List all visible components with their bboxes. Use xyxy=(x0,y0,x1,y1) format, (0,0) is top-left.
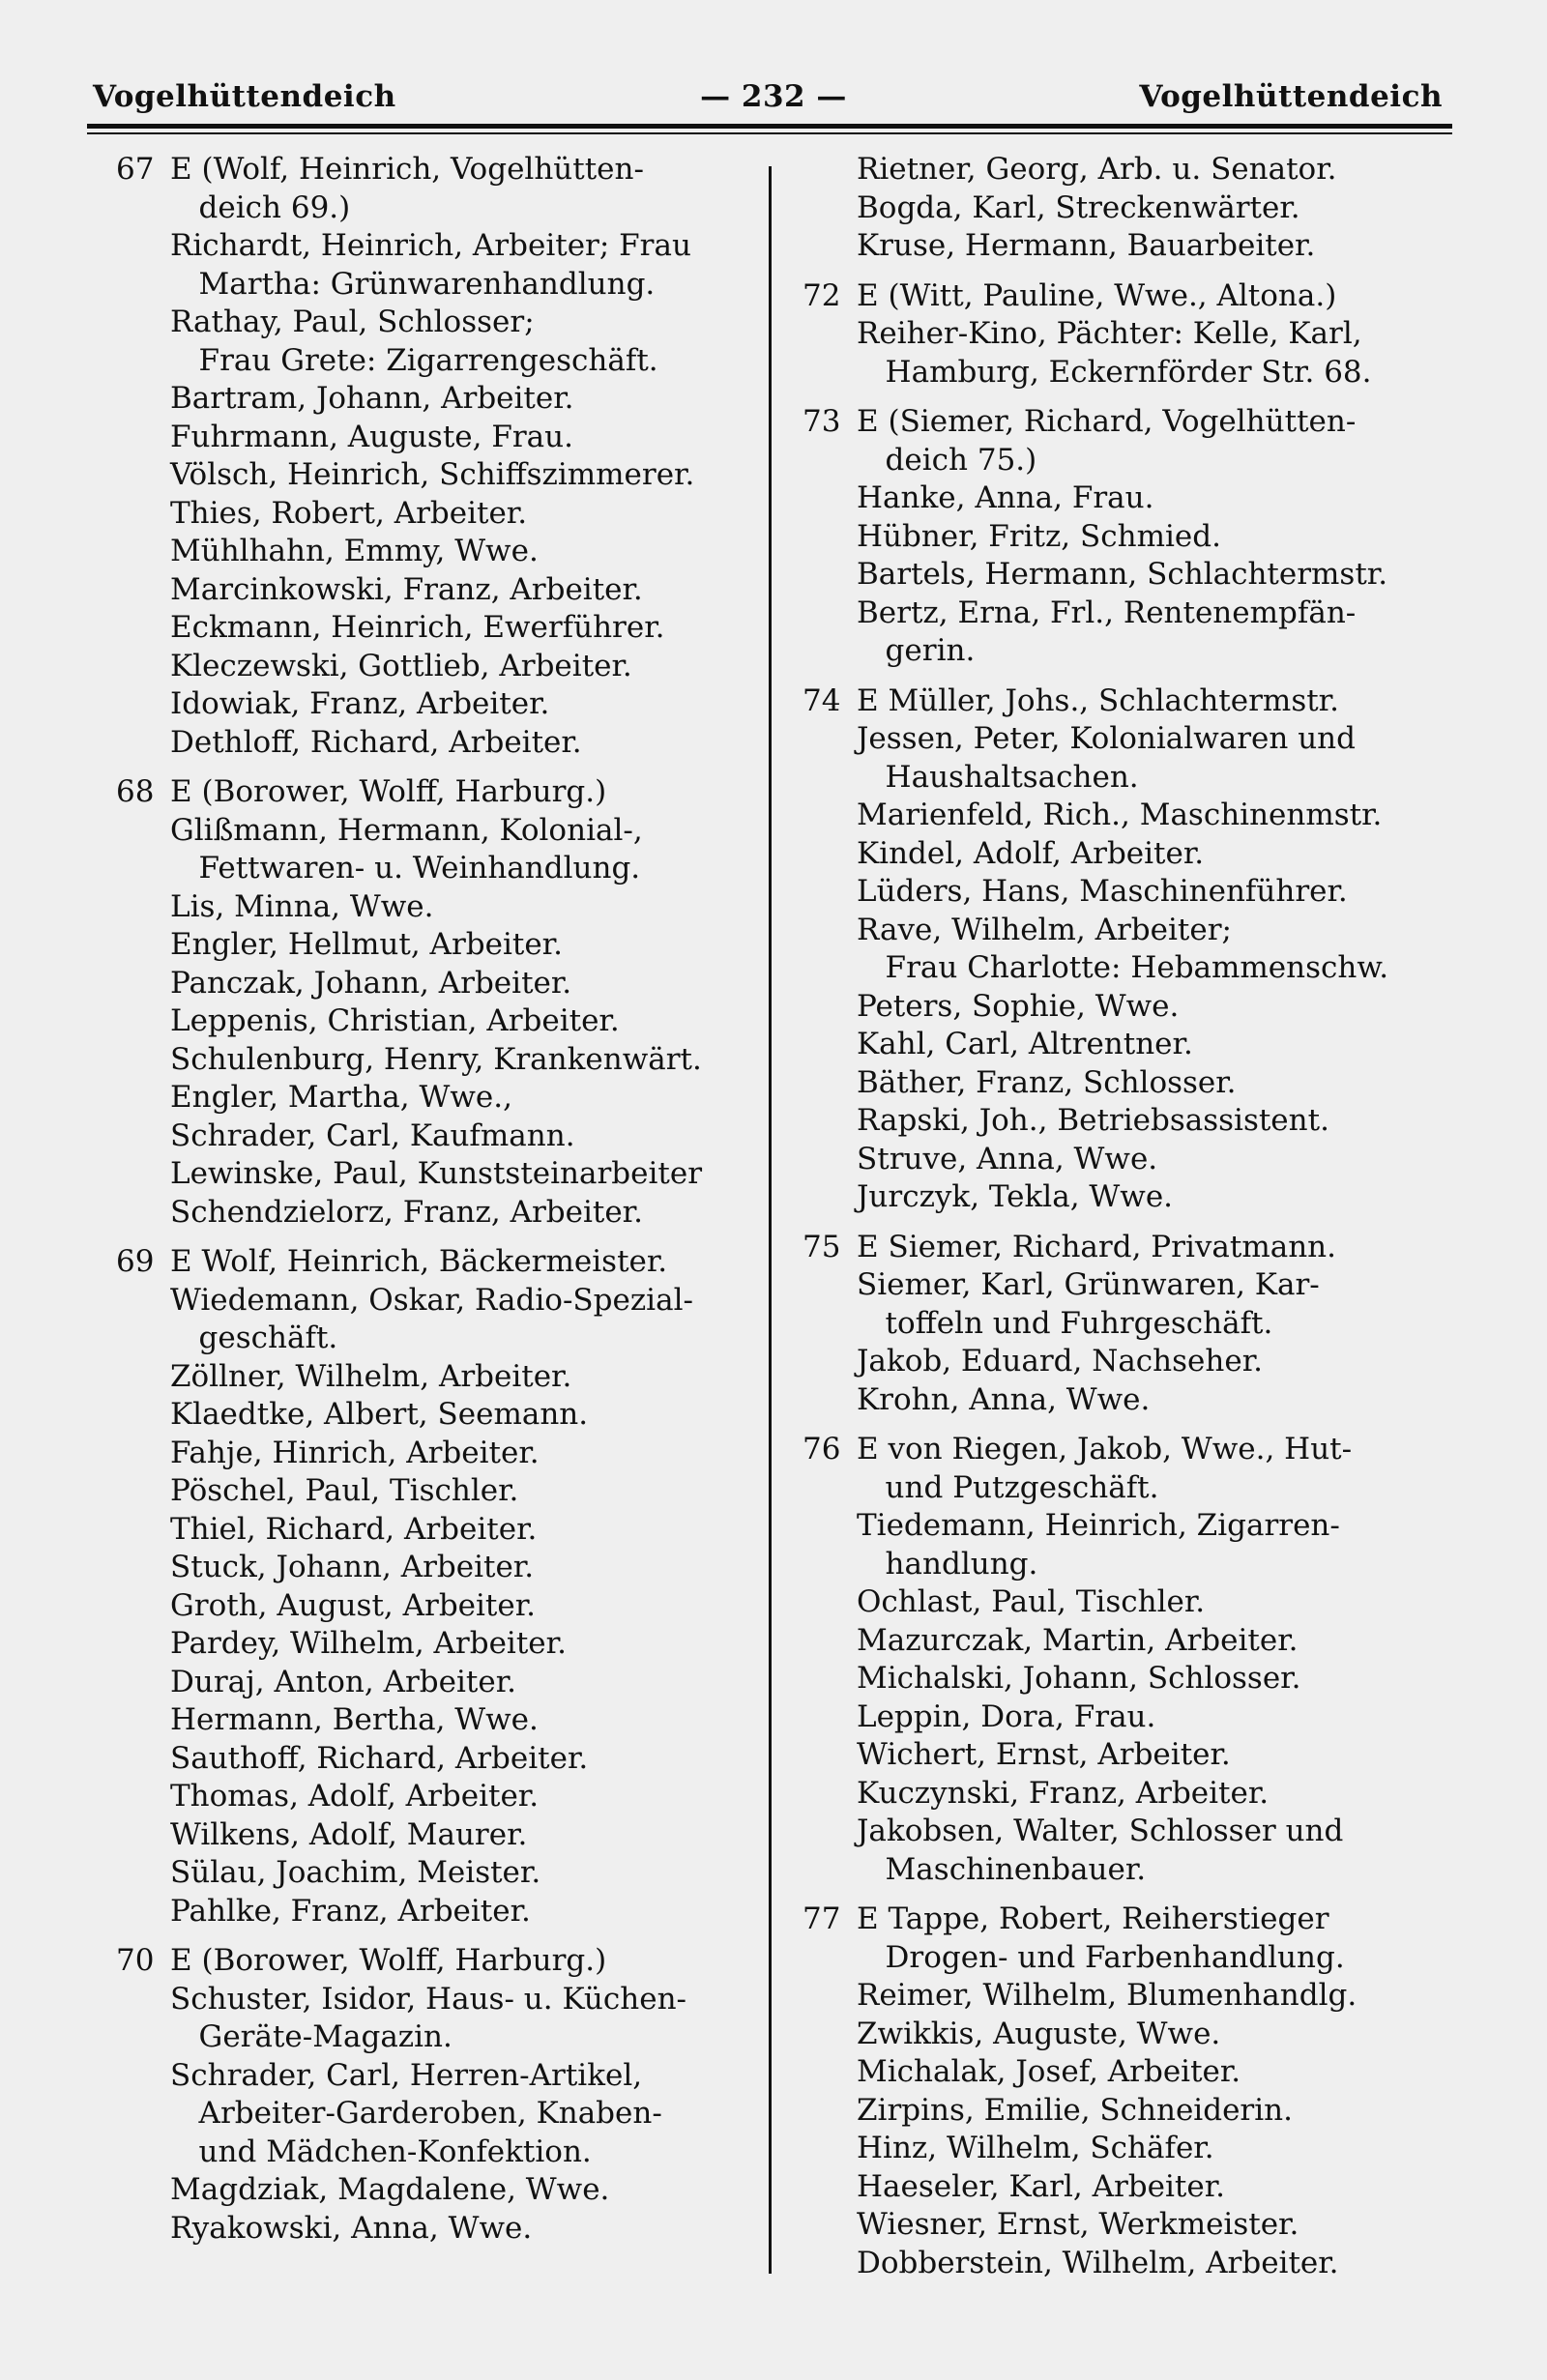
entry-text: Fuhrmann, Auguste, Frau. xyxy=(170,419,573,454)
entry-text: Richardt, Heinrich, Arbeiter; Frau xyxy=(170,228,691,263)
entry-line xyxy=(116,926,759,965)
entry-line xyxy=(116,685,759,724)
house-entry xyxy=(803,151,1470,266)
entry-line xyxy=(803,873,1470,912)
entry-line xyxy=(803,1026,1470,1064)
entry-text: Bäther, Franz, Schlosser. xyxy=(857,1064,1237,1100)
entry-line xyxy=(803,479,1470,518)
entry-text: Lewinske, Paul, Kunststeinarbeiter xyxy=(170,1156,703,1191)
entry-text: Wiesner, Ernst, Werkmeister. xyxy=(857,2207,1299,2242)
entry-text: Wilkens, Adolf, Maurer. xyxy=(170,1816,528,1852)
entry-line xyxy=(116,495,759,534)
entry-text: Hübner, Fritz, Schmied. xyxy=(857,518,1221,554)
entry-text: Krohn, Anna, Wwe. xyxy=(857,1381,1151,1417)
entry-text: Kruse, Hermann, Bauarbeiter. xyxy=(857,228,1316,263)
entry-text: Panczak, Johann, Arbeiter. xyxy=(170,965,572,1001)
entry-line xyxy=(803,1775,1470,1814)
entry-text: Maschinenbauer. xyxy=(857,1851,1147,1887)
entry-line xyxy=(803,1546,1470,1584)
entry-line xyxy=(803,1736,1470,1775)
entry-text: Schrader, Carl, Herren-Artikel, xyxy=(170,2057,643,2093)
house-number: 77 xyxy=(803,1901,841,1936)
entry-line xyxy=(116,533,759,571)
entry-line xyxy=(803,2130,1470,2168)
page-number: — 232 — xyxy=(700,79,847,114)
entry-text: E Wolf, Heinrich, Bäckermeister. xyxy=(170,1244,668,1279)
entry-text: E (Borower, Wolff, Harburg.) xyxy=(170,1943,607,1978)
entry-text: Jessen, Peter, Kolonialwaren und xyxy=(857,721,1356,756)
entry-line xyxy=(803,1102,1470,1141)
entry-text: Rave, Wilhelm, Arbeiter; xyxy=(857,912,1232,947)
entry-line xyxy=(803,2206,1470,2245)
entry-text: Wiedemann, Oskar, Radio-Spezial- xyxy=(170,1282,693,1318)
entry-text: Wichert, Ernst, Arbeiter. xyxy=(857,1737,1231,1772)
entry-text: Jakobsen, Walter, Schlosser und xyxy=(857,1814,1344,1848)
entry-line xyxy=(116,1625,759,1664)
entry-line xyxy=(803,1660,1470,1698)
entry-line xyxy=(803,1305,1470,1344)
entry-text: Völsch, Heinrich, Schiffszimmerer. xyxy=(170,457,695,492)
entry-text: Zwikkis, Auguste, Wwe. xyxy=(857,2016,1221,2051)
entry-line xyxy=(116,1981,759,2019)
entry-text: Glißmann, Hermann, Kolonial-, xyxy=(170,812,643,848)
entry-text: Rietner, Georg, Arb. u. Senator. xyxy=(857,152,1337,187)
entry-line xyxy=(803,949,1470,988)
house-number: 72 xyxy=(803,277,841,313)
entry-line xyxy=(803,1939,1470,1978)
entry-line xyxy=(116,419,759,457)
entry-text: Thiel, Richard, Arbeiter. xyxy=(170,1511,538,1547)
entry-text: Mazurczak, Martin, Arbeiter. xyxy=(857,1622,1299,1658)
entry-text: deich 69.) xyxy=(170,189,351,225)
entry-text: Leppenis, Christian, Arbeiter. xyxy=(170,1003,620,1038)
entry-line xyxy=(803,1229,1470,1267)
entry-text: Hermann, Bertha, Wwe. xyxy=(170,1702,539,1737)
entry-line xyxy=(116,1778,759,1816)
entry-line xyxy=(803,1064,1470,1103)
entry-line xyxy=(803,2016,1470,2054)
entry-line xyxy=(116,1117,759,1156)
house-entry xyxy=(803,1901,1470,2282)
entry-line xyxy=(803,912,1470,950)
entry-line xyxy=(116,266,759,305)
entry-line xyxy=(803,1813,1470,1851)
house-number: 75 xyxy=(803,1229,841,1264)
entry-text: Fettwaren- u. Weinhandlung. xyxy=(170,851,641,885)
entry-text: Michalski, Johann, Schlosser. xyxy=(857,1661,1301,1696)
entry-line xyxy=(116,1472,759,1511)
entry-line xyxy=(116,1701,759,1740)
entry-line xyxy=(116,1002,759,1041)
house-number: 74 xyxy=(803,682,841,718)
entry-line xyxy=(803,1141,1470,1179)
entry-line xyxy=(116,1194,759,1233)
entry-text: und Putzgeschäft. xyxy=(857,1469,1159,1505)
entry-text: Kuczynski, Franz, Arbeiter. xyxy=(857,1775,1270,1811)
entry-text: Thies, Robert, Arbeiter. xyxy=(170,495,528,531)
header-rule-thick xyxy=(87,124,1452,129)
entry-line xyxy=(116,1664,759,1702)
house-entry xyxy=(116,151,759,762)
entry-text: und Mädchen-Konfektion. xyxy=(170,2133,592,2169)
entry-text: Schrader, Carl, Kaufmann. xyxy=(170,1117,575,1153)
entry-line xyxy=(116,1320,759,1358)
house-number: 73 xyxy=(803,404,841,439)
entry-text: handlung. xyxy=(857,1546,1038,1582)
entry-text: Magdziak, Magdalene, Wwe. xyxy=(170,2172,610,2207)
entry-text: toffeln und Fuhrgeschäft. xyxy=(857,1305,1273,1341)
entry-gap xyxy=(116,1232,759,1243)
entry-text: Ochlast, Paul, Tischler. xyxy=(857,1584,1206,1619)
entry-gap xyxy=(803,671,1470,682)
entry-line xyxy=(116,1041,759,1080)
entry-text: deich 75.) xyxy=(857,442,1037,478)
entry-text: Pahlke, Franz, Arbeiter. xyxy=(170,1893,531,1929)
entry-text: Engler, Martha, Wwe., xyxy=(170,1080,512,1115)
house-number: 76 xyxy=(803,1432,841,1466)
entry-text: Haushaltsachen. xyxy=(857,759,1139,795)
entry-text: Schendzielorz, Franz, Arbeiter. xyxy=(170,1194,643,1230)
entry-text: Eckmann, Heinrich, Ewerführer. xyxy=(170,610,665,645)
entry-line xyxy=(803,1343,1470,1381)
entry-line xyxy=(803,720,1470,759)
entry-line xyxy=(116,2210,759,2249)
entry-line xyxy=(116,648,759,686)
entry-line xyxy=(116,1549,759,1587)
entry-text: E Müller, Johs., Schlachtermstr. xyxy=(857,682,1339,718)
entry-line xyxy=(116,456,759,495)
entry-text: Pöschel, Paul, Tischler. xyxy=(170,1473,519,1508)
entry-text: Duraj, Anton, Arbeiter. xyxy=(170,1664,516,1699)
entry-text: gerin. xyxy=(857,633,976,668)
entry-text: Rapski, Joh., Betriebsassistent. xyxy=(857,1103,1329,1138)
entry-text: Idowiak, Franz, Arbeiter. xyxy=(170,686,550,721)
entry-line xyxy=(116,1243,759,1282)
entry-line xyxy=(803,189,1470,228)
entry-line xyxy=(803,1851,1470,1890)
entry-line xyxy=(803,518,1470,557)
entry-line xyxy=(116,965,759,1003)
left-column xyxy=(116,151,759,2248)
entry-text: Marienfeld, Rich., Maschinenmstr. xyxy=(857,798,1383,832)
entry-text: Bartram, Johann, Arbeiter. xyxy=(170,381,574,416)
house-entry xyxy=(803,1431,1470,1889)
entry-line xyxy=(116,724,759,763)
entry-line xyxy=(116,2171,759,2210)
entry-text: Dethloff, Richard, Arbeiter. xyxy=(170,724,582,760)
entry-line xyxy=(803,682,1470,721)
house-entry xyxy=(116,1942,759,2248)
entry-text: Schuster, Isidor, Haus- u. Küchen- xyxy=(170,1981,687,2017)
entry-line xyxy=(803,835,1470,874)
entry-line xyxy=(116,1816,759,1855)
entry-text: E Tappe, Robert, Reiherstieger xyxy=(857,1901,1329,1936)
entry-line xyxy=(116,1854,759,1893)
entry-text: Peters, Sophie, Wwe. xyxy=(857,988,1180,1024)
entry-text: geschäft. xyxy=(170,1321,338,1355)
entry-line xyxy=(116,1893,759,1931)
house-entry xyxy=(803,682,1470,1217)
entry-line xyxy=(803,595,1470,633)
entry-text: Jurczyk, Tekla, Wwe. xyxy=(857,1179,1174,1214)
house-entry xyxy=(803,403,1470,671)
entry-text: Siemer, Karl, Grünwaren, Kar- xyxy=(857,1267,1320,1302)
entry-line xyxy=(116,2133,759,2172)
house-entry xyxy=(803,1229,1470,1420)
entry-text: E (Witt, Pauline, Wwe., Altona.) xyxy=(857,277,1337,313)
column-divider xyxy=(769,166,772,2274)
entry-line xyxy=(116,1511,759,1550)
entry-line xyxy=(803,1431,1470,1469)
entry-line xyxy=(116,342,759,381)
entry-line xyxy=(803,1698,1470,1737)
entry-line xyxy=(116,1740,759,1779)
entry-line xyxy=(116,1435,759,1473)
entry-line xyxy=(803,1507,1470,1546)
entry-line xyxy=(116,2057,759,2096)
entry-line xyxy=(116,1079,759,1117)
entry-line xyxy=(803,1381,1470,1420)
entry-text: Kindel, Adolf, Arbeiter. xyxy=(857,835,1205,871)
entry-text: E (Siemer, Richard, Vogelhütten- xyxy=(857,404,1357,439)
entry-line xyxy=(803,1622,1470,1661)
entry-text: Hamburg, Eckernförder Str. 68. xyxy=(857,354,1372,390)
entry-line xyxy=(803,1977,1470,2016)
entry-text: E (Borower, Wolff, Harburg.) xyxy=(170,774,607,809)
entry-line xyxy=(116,773,759,812)
entry-line xyxy=(116,571,759,610)
entry-line xyxy=(803,1266,1470,1305)
entry-text: Rathay, Paul, Schlosser; xyxy=(170,305,535,339)
entry-line xyxy=(803,2168,1470,2207)
entry-text: Zöllner, Wilhelm, Arbeiter. xyxy=(170,1358,572,1394)
entry-text: Haeseler, Karl, Arbeiter. xyxy=(857,2168,1225,2204)
entry-line xyxy=(803,797,1470,835)
entry-gap xyxy=(803,392,1470,403)
entry-text: Tiedemann, Heinrich, Zigarren- xyxy=(857,1508,1340,1543)
entry-line xyxy=(116,227,759,266)
entry-gap xyxy=(803,1217,1470,1229)
entry-gap xyxy=(116,1930,759,1942)
entry-gap xyxy=(803,266,1470,277)
entry-text: Arbeiter-Garderoben, Knaben- xyxy=(170,2096,662,2131)
entry-line xyxy=(116,380,759,419)
entry-line xyxy=(803,227,1470,266)
entry-gap xyxy=(803,1889,1470,1901)
house-number: 69 xyxy=(116,1244,155,1279)
house-entry xyxy=(116,1243,759,1930)
entry-text: Hinz, Wilhelm, Schäfer. xyxy=(857,2131,1214,2165)
house-entry xyxy=(116,773,759,1232)
entry-text: Thomas, Adolf, Arbeiter. xyxy=(170,1779,540,1814)
entry-line xyxy=(803,1583,1470,1622)
entry-line xyxy=(803,988,1470,1027)
entry-line xyxy=(803,2245,1470,2283)
entry-line xyxy=(803,556,1470,595)
entry-text: Marcinkowski, Franz, Arbeiter. xyxy=(170,571,643,607)
entry-line xyxy=(803,1178,1470,1217)
entry-text: Sülau, Joachim, Meister. xyxy=(170,1855,541,1890)
entry-text: Zirpins, Emilie, Schneiderin. xyxy=(857,2092,1293,2128)
entry-line xyxy=(116,2095,759,2133)
entry-line xyxy=(116,812,759,851)
entry-text: Frau Grete: Zigarrengeschäft. xyxy=(170,342,658,378)
entry-text: Struve, Anna, Wwe. xyxy=(857,1141,1158,1176)
entry-line xyxy=(803,277,1470,316)
entry-line xyxy=(803,354,1470,392)
house-entry xyxy=(803,277,1470,392)
entry-line xyxy=(803,403,1470,442)
entry-line xyxy=(803,151,1470,189)
entry-text: Lüders, Hans, Maschinenführer. xyxy=(857,874,1348,909)
entry-line xyxy=(116,1396,759,1435)
entry-text: Schulenburg, Henry, Krankenwärt. xyxy=(170,1041,702,1077)
entry-text: Bertz, Erna, Frl., Rentenempfän- xyxy=(857,595,1357,630)
entry-line xyxy=(803,632,1470,671)
entry-line xyxy=(803,315,1470,354)
entry-line xyxy=(116,2018,759,2057)
entry-text: Fahje, Hinrich, Arbeiter. xyxy=(170,1435,540,1470)
entry-text: Lis, Minna, Wwe. xyxy=(170,888,434,924)
running-head-right: Vogelhüttendeich xyxy=(1139,79,1443,114)
entry-text: Kahl, Carl, Altrentner. xyxy=(857,1027,1193,1061)
entry-line xyxy=(803,2092,1470,2131)
entry-line xyxy=(803,442,1470,480)
entry-line xyxy=(116,888,759,927)
entry-text: Groth, August, Arbeiter. xyxy=(170,1587,536,1623)
entry-text: Reimer, Wilhelm, Blumenhandlg. xyxy=(857,1978,1357,2013)
entry-text: Sauthoff, Richard, Arbeiter. xyxy=(170,1740,589,1776)
entry-text: Dobberstein, Wilhelm, Arbeiter. xyxy=(857,2245,1339,2280)
entry-text: Michalak, Josef, Arbeiter. xyxy=(857,2054,1241,2089)
entry-text: Pardey, Wilhelm, Arbeiter. xyxy=(170,1626,567,1661)
entry-text: Martha: Grünwarenhandlung. xyxy=(170,266,656,302)
entry-line xyxy=(803,1469,1470,1508)
entry-text: Stuck, Johann, Arbeiter. xyxy=(170,1550,535,1584)
entry-text: Drogen- und Farbenhandlung. xyxy=(857,1939,1345,1975)
entry-line xyxy=(116,151,759,189)
house-number: 70 xyxy=(116,1943,155,1978)
entry-text: Mühlhahn, Emmy, Wwe. xyxy=(170,534,539,568)
entry-text: Geräte-Magazin. xyxy=(170,2019,452,2054)
entry-line xyxy=(116,189,759,228)
entry-text: Leppin, Dora, Frau. xyxy=(857,1698,1156,1734)
entry-text: Frau Charlotte: Hebammenschw. xyxy=(857,950,1389,985)
entry-text: Klaedtke, Albert, Seemann. xyxy=(170,1397,589,1432)
entry-text: E von Riegen, Jakob, Wwe., Hut- xyxy=(857,1432,1353,1466)
entry-text: Reiher-Kino, Pächter: Kelle, Karl, xyxy=(857,316,1362,351)
entry-gap xyxy=(116,762,759,773)
entry-line xyxy=(116,304,759,342)
entry-text: Jakob, Eduard, Nachseher. xyxy=(857,1344,1263,1379)
entry-text: Hanke, Anna, Frau. xyxy=(857,480,1154,515)
header-rule-thin xyxy=(87,132,1452,134)
house-number: 68 xyxy=(116,774,155,809)
entry-line xyxy=(803,1901,1470,1939)
entry-text: Engler, Hellmut, Arbeiter. xyxy=(170,927,563,962)
entry-text: Kleczewski, Gottlieb, Arbeiter. xyxy=(170,648,632,683)
entry-line xyxy=(803,2053,1470,2092)
house-number: 67 xyxy=(116,152,155,187)
entry-line xyxy=(116,1358,759,1397)
entry-line xyxy=(116,1155,759,1194)
entry-text: Ryakowski, Anna, Wwe. xyxy=(170,2210,533,2246)
entry-line xyxy=(116,1942,759,1981)
entry-line xyxy=(116,1282,759,1321)
entry-line xyxy=(803,759,1470,798)
right-column xyxy=(803,151,1470,2282)
entry-gap xyxy=(803,1419,1470,1431)
entry-line xyxy=(116,850,759,888)
entry-line xyxy=(116,1587,759,1626)
entry-text: E (Wolf, Heinrich, Vogelhütten- xyxy=(170,152,644,187)
entry-text: Bartels, Hermann, Schlachtermstr. xyxy=(857,557,1388,592)
running-head-left: Vogelhüttendeich xyxy=(93,79,396,114)
entry-text: Bogda, Karl, Streckenwärter. xyxy=(857,189,1300,225)
entry-text: E Siemer, Richard, Privatmann. xyxy=(857,1229,1336,1264)
entry-line xyxy=(116,609,759,648)
